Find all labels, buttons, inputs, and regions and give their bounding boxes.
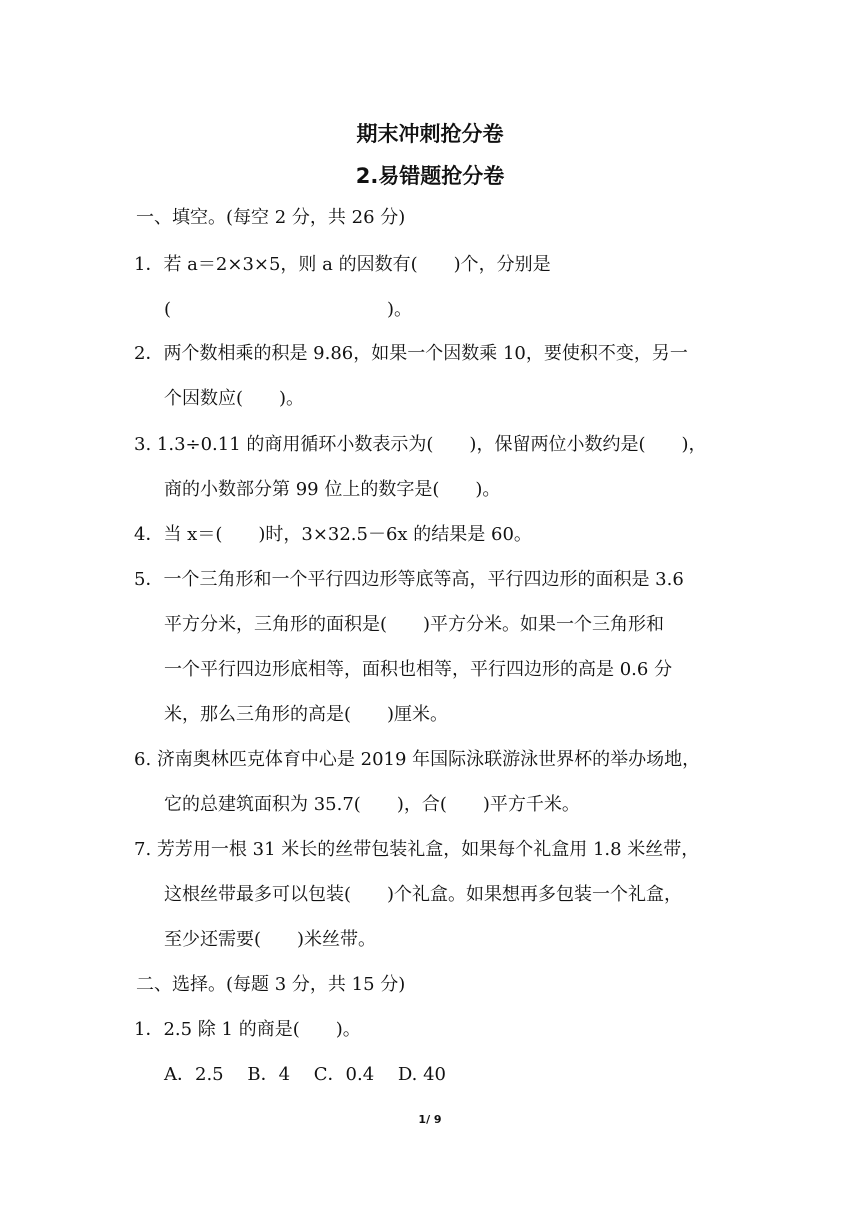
question-6-line-2: 它的总建筑面积为 35.7( )，合( )平方千米。 xyxy=(164,794,580,815)
question-5-line-1: 5．一个三角形和一个平行四边形等底等高，平行四边形的面积是 3.6 xyxy=(134,569,684,590)
question-5-line-4: 米，那么三角形的高是( )厘米。 xyxy=(164,704,449,725)
question-4-line-1: 4．当 x＝( )时，3×32.5－6x 的结果是 60。 xyxy=(134,524,532,545)
choice-1-options: A．2.5 B．4 C．0.4 D. 40 xyxy=(164,1064,447,1085)
question-1-line-2: ( )。 xyxy=(164,299,413,320)
choice-1-stem: 1．2.5 除 1 的商是( )。 xyxy=(134,1019,361,1040)
question-7-line-1: 7. 芳芳用一根 31 米长的丝带包装礼盒，如果每个礼盒用 1.8 米丝带， xyxy=(134,839,700,860)
question-5-line-3: 一个平行四边形底相等，面积也相等，平行四边形的高是 0.6 分 xyxy=(164,659,673,680)
question-3-line-1: 3. 1.3÷0.11 的商用循环小数表示为( )，保留两位小数约是( )， xyxy=(134,434,707,455)
page-number: 1/ 9 xyxy=(418,1113,442,1126)
question-7-line-2: 这根丝带最多可以包装( )个礼盒。如果想再多包装一个礼盒， xyxy=(164,884,683,905)
question-2-line-1: 2．两个数相乘的积是 9.86，如果一个因数乘 10，要使积不变，另一 xyxy=(134,343,688,364)
question-1-line-1: 1．若 a＝2×3×5，则 a 的因数有( )个，分别是 xyxy=(134,254,551,275)
section-1-header: 一、填空。(每空 2 分，共 26 分) xyxy=(136,207,406,228)
question-7-line-3: 至少还需要( )米丝带。 xyxy=(164,929,377,950)
question-2-line-2: 个因数应( )。 xyxy=(164,388,305,409)
question-5-line-2: 平方分米，三角形的面积是( )平方分米。如果一个三角形和 xyxy=(164,614,665,635)
exam-title: 期末冲刺抢分卷 xyxy=(356,122,504,146)
section-2-header: 二、选择。(每题 3 分，共 15 分) xyxy=(136,974,406,995)
question-3-line-2: 商的小数部分第 99 位上的数字是( )。 xyxy=(164,479,501,500)
question-6-line-1: 6. 济南奥林匹克体育中心是 2019 年国际泳联游泳世界杯的举办场地， xyxy=(134,749,701,770)
exam-subtitle: 2.易错题抢分卷 xyxy=(355,164,505,188)
